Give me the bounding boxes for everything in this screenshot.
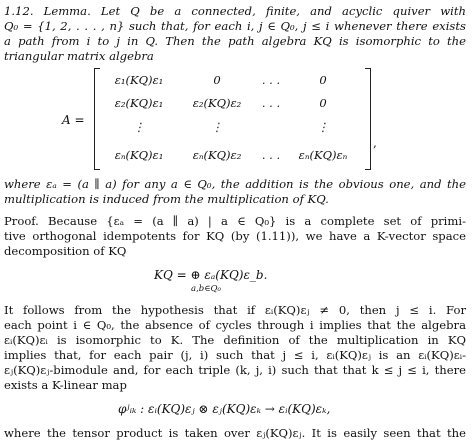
lemma-line-1: 1.12. Lemma. Let Q be a connected, finite, and acyclic quiver with xyxy=(4,4,466,18)
lemma-after-line-2: multiplication is induced from the multiplication of KQ. xyxy=(4,192,329,206)
matrix-cell: . . . xyxy=(261,148,281,162)
matrix-cell: . . . xyxy=(261,73,281,87)
decomposition-subscript: a,b∈Q₀ xyxy=(191,284,221,294)
proof-line-6: εᵢ(KQ)εᵢ is isomorphic to K. The definition of the multiplication in KQ xyxy=(4,333,466,347)
matrix-cell: 0 xyxy=(319,96,327,110)
decomposition-equation: KQ = ⊕ εₐ(KQ)ε_b. xyxy=(154,268,268,282)
matrix-cell: ⋮ xyxy=(211,120,223,134)
proof-line-1: Proof. Because {εₐ = (a ∥ a) | a ∈ Q₀} is a complete set of primi- xyxy=(4,214,466,228)
matrix-cell: ε₂(KQ)ε₂ xyxy=(192,96,242,110)
linear-map-equation: φʲᵢₖ : εᵢ(KQ)εⱼ ⊗ εⱼ(KQ)εₖ → εᵢ(KQ)εₖ, xyxy=(118,402,331,416)
matrix-label: A = xyxy=(62,113,85,127)
matrix-cell: ε₂(KQ)ε₁ xyxy=(114,96,164,110)
lemma-line-2: Q₀ = {1, 2, . . . , n} such that, for each i, j ∈ Q₀, j ≤ i whenever there exists xyxy=(4,19,466,33)
matrix-cell: ⋮ xyxy=(133,120,145,134)
proof-line-9: exists a K-linear map xyxy=(4,378,127,392)
proof-line-8: εⱼ(KQ)εⱼ-bimodule and, for each triple (k, j, i) such that that k ≤ j ≤ i, there xyxy=(4,363,466,377)
proof-line-5: each point i ∈ Q₀, the absence of cycles through i implies that the algebra xyxy=(4,318,466,332)
matrix-cell: εₙ(KQ)ε₂ xyxy=(192,148,242,162)
lemma-line-3: a path from i to j in Q. Then the path algebra KQ is isomorphic to the xyxy=(4,34,466,48)
lemma-after-line-1: where εₐ = (a ∥ a) for any a ∈ Q₀, the addition is the obvious one, and the xyxy=(4,177,466,191)
proof-last-line: where the tensor product is taken over εⱼ(KQ)εⱼ. It is easily seen that the xyxy=(4,426,466,440)
matrix-cell: ⋮ xyxy=(317,120,329,134)
matrix-cell: ε₁(KQ)ε₁ xyxy=(114,73,164,87)
matrix-comma: , xyxy=(373,136,377,150)
matrix-cell: εₙ(KQ)εₙ xyxy=(298,148,348,162)
matrix-cell: 0 xyxy=(213,73,221,87)
matrix-cell: . . . xyxy=(261,96,281,110)
matrix-cell: εₙ(KQ)ε₁ xyxy=(114,148,164,162)
proof-line-7: implies that, for each pair (j, i) such that j ≤ i, εᵢ(KQ)εⱼ is an εᵢ(KQ)εᵢ- xyxy=(4,348,466,362)
matrix-cell: 0 xyxy=(319,73,327,87)
proof-line-2: tive orthogonal idempotents for KQ (by (1.11)), we have a K-vector space xyxy=(4,229,466,243)
proof-line-4: It follows from the hypothesis that if εᵢ(KQ)εⱼ ≠ 0, then j ≤ i. For xyxy=(4,303,466,317)
triangular-matrix xyxy=(94,68,371,170)
proof-line-3: decomposition of KQ xyxy=(4,244,127,258)
lemma-line-4: triangular matrix algebra xyxy=(4,49,154,63)
